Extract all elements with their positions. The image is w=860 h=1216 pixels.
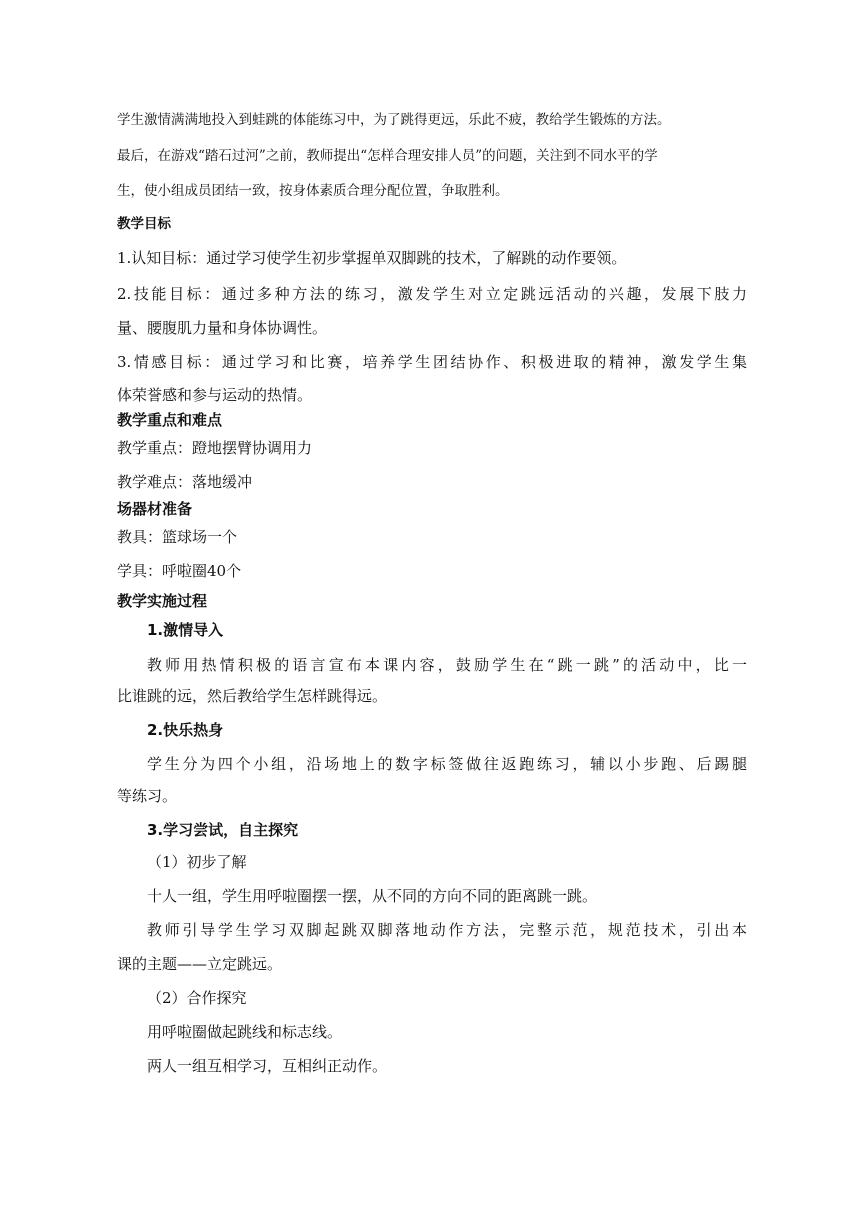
keypoints-heading: 教学重点和难点 xyxy=(117,411,223,429)
equipment-teacher: 教具：篮球场一个 xyxy=(117,528,238,546)
equipment-student: 学具：呼啦圈40个 xyxy=(117,562,242,580)
key-focus: 教学重点：蹬地摆臂协调用力 xyxy=(117,439,313,457)
equipment-heading: 场器材准备 xyxy=(117,500,193,518)
section-3-para-3: 用呼啦圈做起跳线和标志线。 xyxy=(147,1023,343,1041)
objectives-heading: 教学目标 xyxy=(117,216,171,232)
process-heading: 教学实施过程 xyxy=(117,592,208,610)
section-2-line-1: 学生分为四个小组，沿场地上的数字标签做往返跑练习，辅以小步跑、后踢腿 xyxy=(147,755,747,773)
objective-3-line-2: 体荣誉感和参与运动的热情。 xyxy=(117,386,313,404)
section-3-sub-2: （2）合作探究 xyxy=(147,989,247,1007)
intro-line-3: 生，使小组成员团结一致，按身体素质合理分配位置，争取胜利。 xyxy=(117,183,509,199)
objective-2-line-1: 2.技能目标：通过多种方法的练习，激发学生对立定跳远活动的兴趣，发展下肢力 xyxy=(117,285,747,303)
key-difficulty: 教学难点：落地缓冲 xyxy=(117,473,253,491)
section-2-line-2: 等练习。 xyxy=(117,787,178,805)
objective-2-line-2: 量、腰腹肌力量和身体协调性。 xyxy=(117,319,328,337)
section-3-para-1: 十人一组，学生用呼啦圈摆一摆，从不同的方向不同的距离跳一跳。 xyxy=(147,887,598,905)
section-3-para-2-line-2: 课的主题——立定跳远。 xyxy=(117,955,283,973)
objective-1: 1.认知目标：通过学习使学生初步掌握单双脚跳的技术，了解跳的动作要领。 xyxy=(117,249,627,267)
intro-line-1: 学生激情满满地投入到蛙跳的体能练习中，为了跳得更远，乐此不疲，教给学生锻炼的方法。 xyxy=(117,112,671,128)
objective-3-line-1: 3.情感目标：通过学习和比赛，培养学生团结协作、积极进取的精神，激发学生集 xyxy=(117,353,747,371)
section-3-sub-1: （1）初步了解 xyxy=(147,853,247,871)
section-2-title: 2.快乐热身 xyxy=(147,721,224,739)
section-3-title: 3.学习尝试，自主探究 xyxy=(147,821,299,839)
intro-line-2: 最后，在游戏“踏石过河”之前，教师提出“怎样合理安排人员”的问题，关注到不同水平的学 xyxy=(117,148,658,164)
section-3-para-4: 两人一组互相学习，互相纠正动作。 xyxy=(147,1057,388,1075)
section-1-title: 1.激情导入 xyxy=(147,621,224,639)
section-1-line-1: 教师用热情积极的语言宣布本课内容，鼓励学生在“跳一跳”的活动中，比一 xyxy=(147,656,747,674)
section-3-para-2-line-1: 教师引导学生学习双脚起跳双脚落地动作方法，完整示范，规范技术，引出本 xyxy=(147,921,747,939)
section-1-line-2: 比谁跳的远，然后教给学生怎样跳得远。 xyxy=(117,687,388,705)
